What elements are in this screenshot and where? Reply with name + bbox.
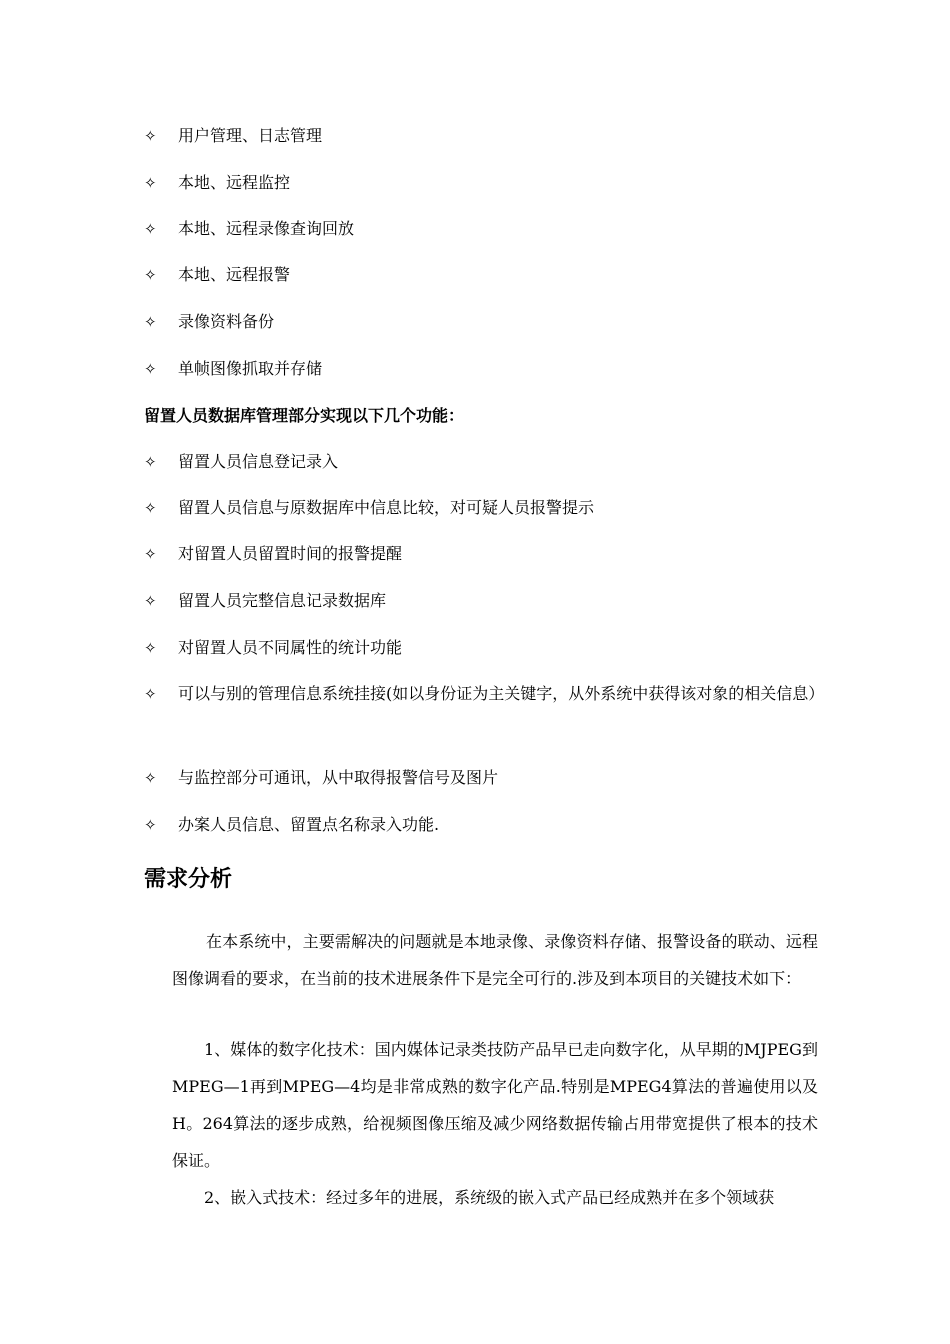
bullet-icon: ✧ [144, 769, 157, 787]
section-heading: 需求分析 [144, 867, 233, 892]
list-item-text: 对留置人员不同属性的统计功能 [178, 638, 403, 657]
bullet-icon: ✧ [144, 685, 157, 703]
bullet-icon: ✧ [144, 592, 157, 610]
bullet-icon: ✧ [144, 127, 157, 145]
list-item-text: 办案人员信息、留置点名称录入功能. [178, 815, 440, 834]
list-item-text: 留置人员完整信息记录数据库 [178, 591, 387, 610]
bullet-icon: ✧ [144, 545, 157, 563]
list-item-text: 对留置人员留置时间的报警提醒 [178, 544, 403, 563]
list-item-text: 录像资料备份 [178, 312, 275, 331]
list-item-text: 留置人员信息与原数据库中信息比较，对可疑人员报警提示 [178, 498, 595, 517]
bullet-icon: ✧ [144, 313, 157, 331]
list-item-text: 与监控部分可通讯，从中取得报警信号及图片 [178, 768, 499, 787]
body-paragraph: 2、嵌入式技术：经过多年的进展，系统级的嵌入式产品已经成熟并在多个领域获 [204, 1188, 775, 1207]
bullet-icon: ✧ [144, 499, 157, 517]
list-item-text: 留置人员信息登记录入 [178, 452, 339, 471]
list-item-text: 本地、远程录像查询回放 [178, 219, 355, 238]
bullet-icon: ✧ [144, 266, 157, 284]
list-item-text: 单帧图像抓取并存储 [178, 359, 323, 378]
bullet-icon: ✧ [144, 816, 157, 834]
bullet-icon: ✧ [144, 453, 157, 471]
bullet-icon: ✧ [144, 360, 157, 378]
body-paragraph: 在本系统中，主要需解决的问题就是本地录像、录像资料存储、报警设备的联动、远程图像调看的要求，在当前的技术进展条件下是完全可行的.涉及到本项目的关键技术如下： [172, 932, 818, 988]
section-subheading: 留置人员数据库管理部分实现以下几个功能： [144, 406, 465, 425]
bullet-icon: ✧ [144, 639, 157, 657]
bullet-icon: ✧ [144, 220, 157, 238]
list-item-text: 本地、远程报警 [178, 265, 291, 284]
list-item-text: 本地、远程监控 [178, 173, 291, 192]
bullet-icon: ✧ [144, 174, 157, 192]
body-paragraph: 1、媒体的数字化技术：国内媒体记录类技防产品早已走向数字化，从早期的MJPEG到MPEG—1再到MPEG—4均是非常成熟的数字化产品.特别是MPEG4算法的普遍使用以及H。264算法的逐步成熟，给视频图像压缩及减少网络数据传输占用带宽提供了根本的技术保证。 [172, 1040, 818, 1170]
list-item-text: 用户管理、日志管理 [178, 126, 323, 145]
list-item-text: 可以与别的管理信息系统挂接(如以身份证为主关键字，从外系统中获得该对象的相关信息） [178, 684, 825, 703]
